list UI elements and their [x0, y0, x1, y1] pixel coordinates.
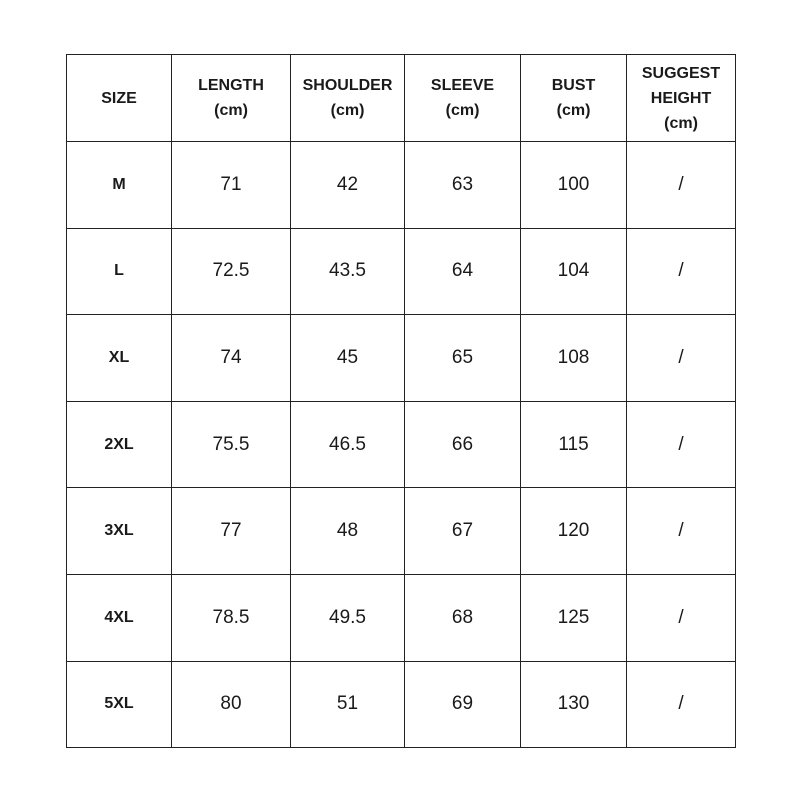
sleeve-cell: 69: [405, 661, 521, 748]
suggest-height-cell: /: [627, 142, 736, 229]
sleeve-cell: 67: [405, 488, 521, 575]
shoulder-cell: 43.5: [291, 228, 405, 315]
length-cell: 72.5: [172, 228, 291, 315]
suggest-height-cell: /: [627, 228, 736, 315]
header-length-line: LENGTH: [198, 77, 264, 94]
length-cell: 77: [172, 488, 291, 575]
sleeve-cell: 64: [405, 228, 521, 315]
sleeve-cell: 68: [405, 574, 521, 661]
size-cell: XL: [67, 315, 172, 402]
size-cell: 2XL: [67, 401, 172, 488]
table-row: [67, 661, 736, 748]
shoulder-cell: 51: [291, 661, 405, 748]
suggest-height-cell: /: [627, 315, 736, 402]
sleeve-cell: 65: [405, 315, 521, 402]
table-row: [67, 574, 736, 661]
header-suggest-height-unit: (cm): [664, 114, 698, 132]
header-suggest-height: [627, 55, 736, 142]
header-length-unit: (cm): [214, 102, 248, 119]
suggest-height-cell: /: [627, 574, 736, 661]
size-chart-table: [66, 54, 736, 748]
table-row: [67, 228, 736, 315]
header-size: [67, 55, 172, 142]
sleeve-cell: 66: [405, 401, 521, 488]
table-row: [67, 401, 736, 488]
header-sleeve: [405, 55, 521, 142]
length-cell: 74: [172, 315, 291, 402]
size-cell: L: [67, 228, 172, 315]
sleeve-cell: 63: [405, 142, 521, 229]
header-shoulder-unit: (cm): [330, 102, 365, 119]
length-cell: 78.5: [172, 574, 291, 661]
shoulder-cell: 45: [291, 315, 405, 402]
shoulder-cell: 49.5: [291, 574, 405, 661]
length-cell: 71: [172, 142, 291, 229]
bust-cell: 115: [521, 401, 627, 488]
header-shoulder-line: SHOULDER: [302, 77, 393, 94]
bust-cell: 108: [521, 315, 627, 402]
header-height-line: HEIGHT: [650, 89, 712, 107]
suggest-height-cell: /: [627, 661, 736, 748]
header-sleeve-line: SLEEVE: [430, 77, 495, 94]
table-row: [67, 488, 736, 575]
table-row: [67, 142, 736, 229]
header-bust-unit: (cm): [556, 102, 591, 119]
size-cell: 3XL: [67, 488, 172, 575]
header-bust: [521, 55, 627, 142]
length-cell: 75.5: [172, 401, 291, 488]
size-cell: 4XL: [67, 574, 172, 661]
bust-cell: 104: [521, 228, 627, 315]
bust-cell: 130: [521, 661, 627, 748]
header-suggest-line: SUGGEST: [641, 64, 721, 82]
suggest-height-cell: /: [627, 401, 736, 488]
table-row: [67, 315, 736, 402]
header-row: [67, 55, 736, 142]
header-sleeve-unit: (cm): [445, 102, 480, 119]
shoulder-cell: 42: [291, 142, 405, 229]
bust-cell: 120: [521, 488, 627, 575]
bust-cell: 100: [521, 142, 627, 229]
bust-cell: 125: [521, 574, 627, 661]
shoulder-cell: 48: [291, 488, 405, 575]
header-shoulder: [291, 55, 405, 142]
shoulder-cell: 46.5: [291, 401, 405, 488]
size-cell: M: [67, 142, 172, 229]
length-cell: 80: [172, 661, 291, 748]
size-cell: 5XL: [67, 661, 172, 748]
suggest-height-cell: /: [627, 488, 736, 575]
header-bust-line: BUST: [551, 77, 596, 94]
header-length: [172, 55, 291, 142]
header-size-line: SIZE: [101, 89, 137, 107]
